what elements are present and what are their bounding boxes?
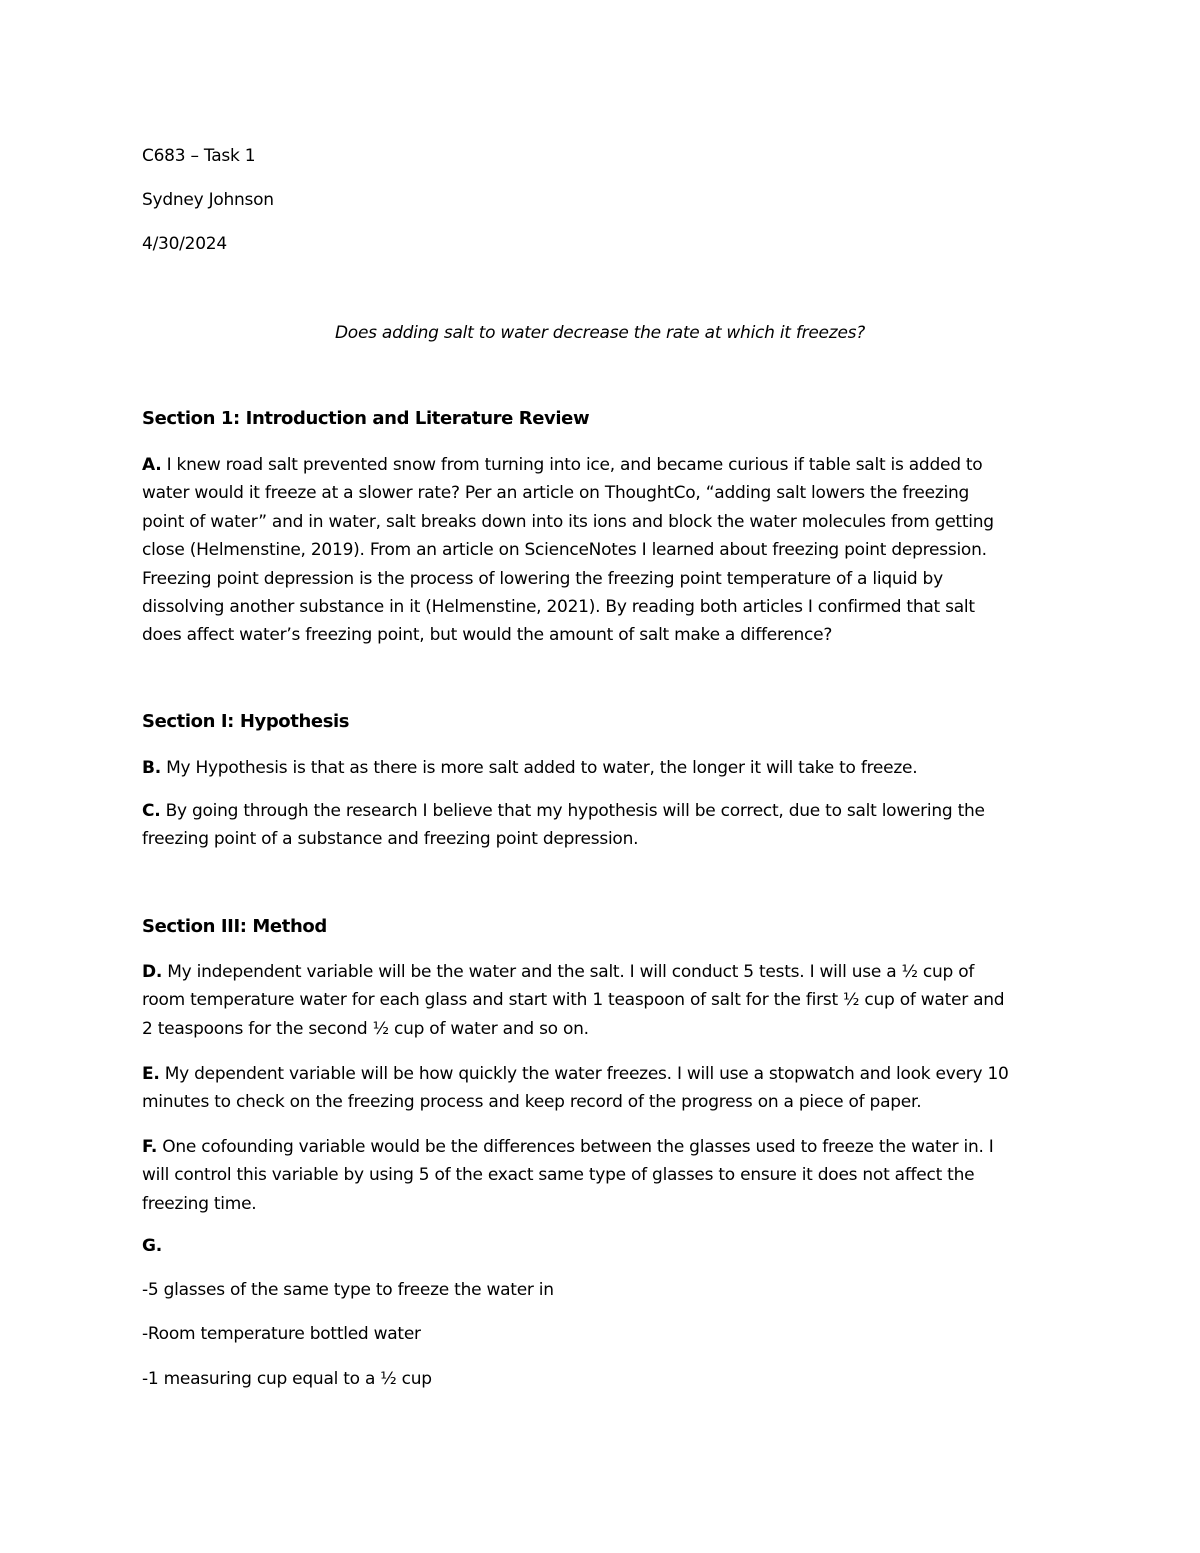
paragraph-a-line-1: A. I knew road salt prevented snow from turning into ice, and became curious if table salt is added to: [142, 455, 983, 475]
paragraph-a-label: A.: [142, 455, 162, 475]
paragraph-b: [142, 754, 1058, 782]
paragraph-g-label: G.: [142, 1236, 162, 1256]
paragraph-d: [142, 958, 1058, 1043]
author-line: Sydney Johnson: [142, 190, 274, 210]
paragraph-f-line-3: freezing time.: [142, 1193, 257, 1214]
paragraph-c-label: C.: [142, 801, 161, 821]
materials-item-1: -5 glasses of the same type to freeze the water in: [142, 1280, 554, 1300]
paragraph-c-line-2: freezing point of a substance and freezing point depression.: [142, 829, 639, 850]
paragraph-e-line-2: minutes to check on the freezing process and keep record of the progress on a piece of paper.: [142, 1092, 922, 1113]
paragraph-a-line-7: does affect water’s freezing point, but would the amount of salt make a difference?: [142, 625, 833, 646]
materials-item-3: -1 measuring cup equal to a ½ cup: [142, 1369, 432, 1389]
paragraph-f-line-1: F. One cofounding variable would be the differences between the glasses used to freeze the water in. I: [142, 1137, 994, 1157]
paragraph-a-line-4: close (Helmenstine, 2019). From an article on ScienceNotes I learned about freezing point depression.: [142, 540, 987, 561]
paragraph-b-line-1: B. My Hypothesis is that as there is more salt added to water, the longer it will take to freeze.: [142, 758, 918, 778]
section-method-heading: Section III: Method: [142, 916, 327, 937]
paragraph-a: [142, 451, 1058, 650]
paragraph-e: [142, 1060, 1058, 1117]
paragraph-c: [142, 797, 1058, 854]
paper-title: Does adding salt to water decrease the rate at which it freezes?: [334, 323, 866, 343]
paragraph-f: [142, 1133, 1058, 1218]
paragraph-a-line-5: Freezing point depression is the process of lowering the freezing point temperature of a liquid by: [142, 568, 943, 589]
paragraph-c-line-1: C. By going through the research I believe that my hypothesis will be correct, due to salt lowering the: [142, 801, 985, 821]
section-hypothesis-heading: Section I: Hypothesis: [142, 711, 350, 732]
course-line: C683 – Task 1: [142, 146, 256, 166]
paragraph-d-line-2: room temperature water for each glass and start with 1 teaspoon of salt for the first ½ cup of water and: [142, 990, 1005, 1011]
paragraph-f-label: F.: [142, 1137, 158, 1157]
paragraph-a-line-2: water would it freeze at a slower rate? Per an article on ThoughtCo, “adding salt lowers the freezing: [142, 483, 970, 504]
date-line: 4/30/2024: [142, 234, 227, 254]
paragraph-b-label: B.: [142, 758, 161, 778]
section-1-heading: Section 1: Introduction and Literature Review: [142, 408, 590, 429]
paragraph-e-label: E.: [142, 1064, 160, 1084]
materials-item-2: -Room temperature bottled water: [142, 1324, 421, 1344]
paragraph-e-line-1: E. My dependent variable will be how quickly the water freezes. I will use a stopwatch and look every 10: [142, 1064, 1009, 1084]
paragraph-f-line-2: will control this variable by using 5 of the exact same type of glasses to ensure it does not affect the: [142, 1165, 975, 1186]
paragraph-d-line-1: D. My independent variable will be the water and the salt. I will conduct 5 tests. I will use a ½ cup of: [142, 962, 975, 982]
paragraph-a-line-6: dissolving another substance in it (Helmenstine, 2021). By reading both articles I confirmed that salt: [142, 597, 975, 618]
paragraph-a-line-3: point of water” and in water, salt breaks down into its ions and block the water molecules from getting: [142, 511, 994, 532]
paragraph-d-label: D.: [142, 962, 163, 982]
paragraph-d-line-3: 2 teaspoons for the second ½ cup of water and so on.: [142, 1018, 589, 1039]
